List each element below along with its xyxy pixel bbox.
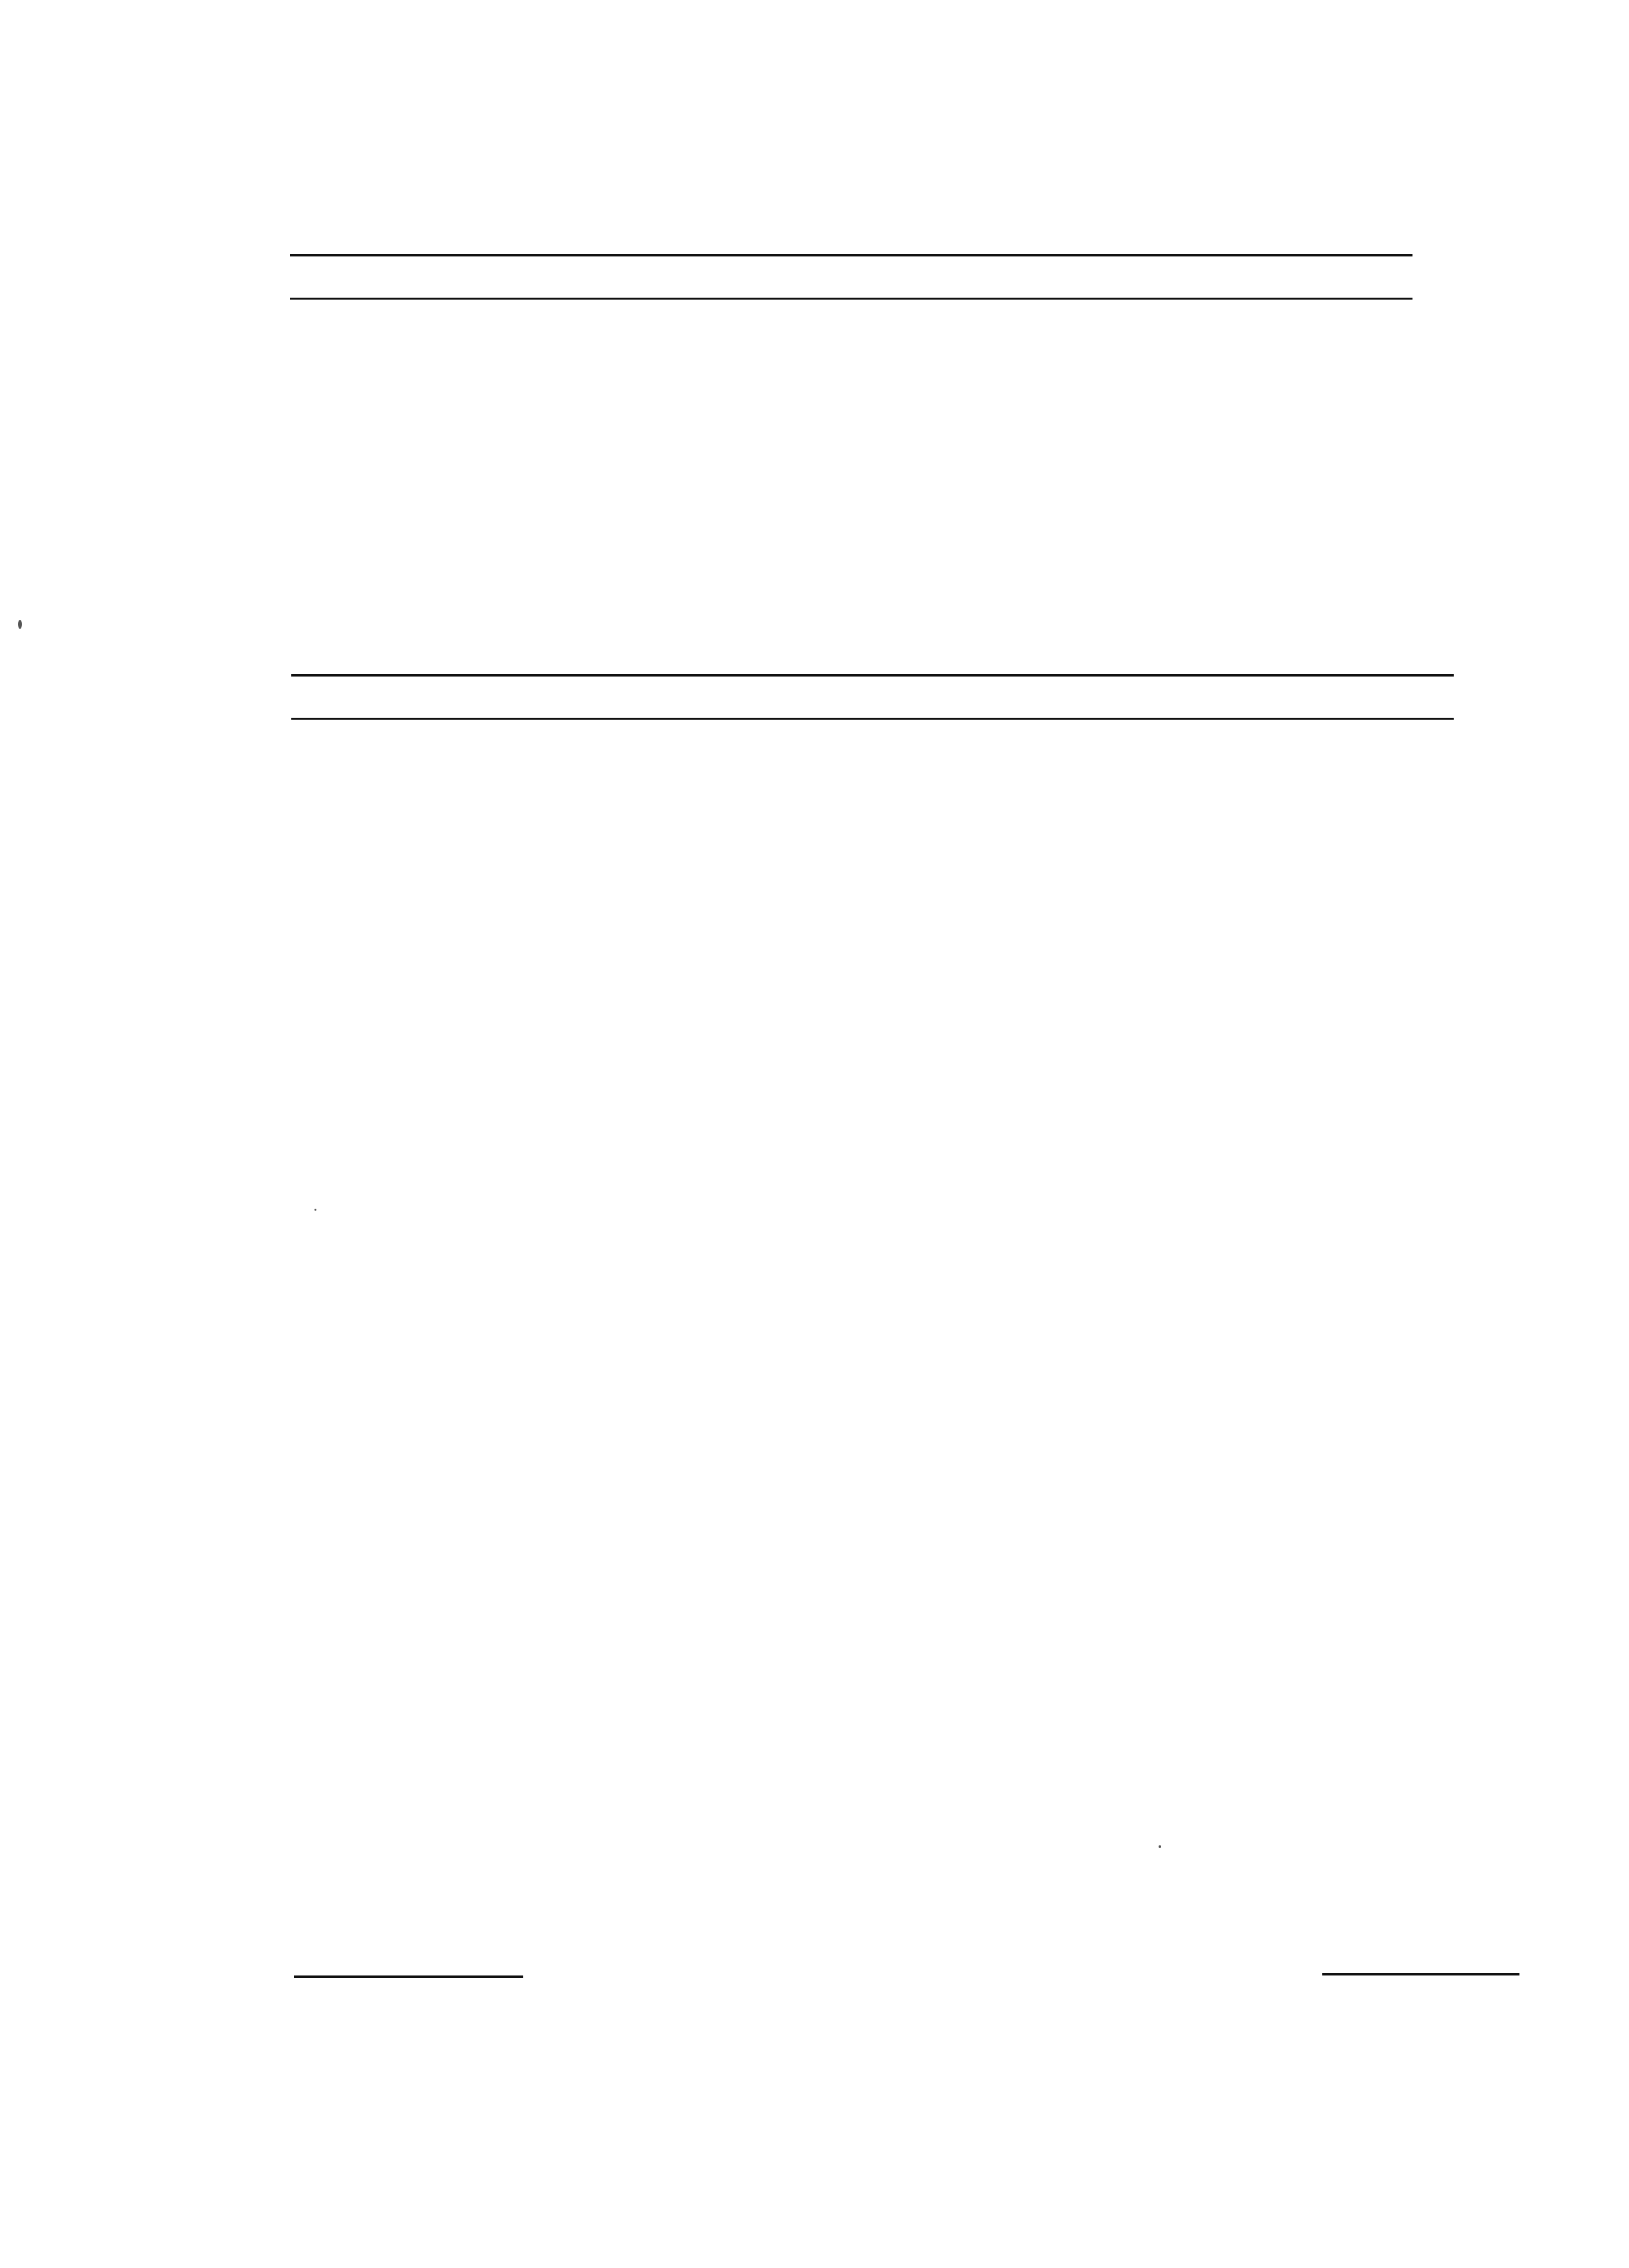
divider-rule	[290, 298, 1412, 300]
scan-speck	[1159, 1845, 1161, 1848]
scan-speck	[18, 620, 22, 629]
divider-rule	[291, 718, 1454, 720]
scan-speck	[314, 1209, 316, 1211]
divider-rule	[290, 254, 1412, 256]
divider-rule	[291, 674, 1454, 677]
footer-rule-left	[294, 1975, 523, 1978]
footer-rule-right	[1322, 1973, 1519, 1975]
